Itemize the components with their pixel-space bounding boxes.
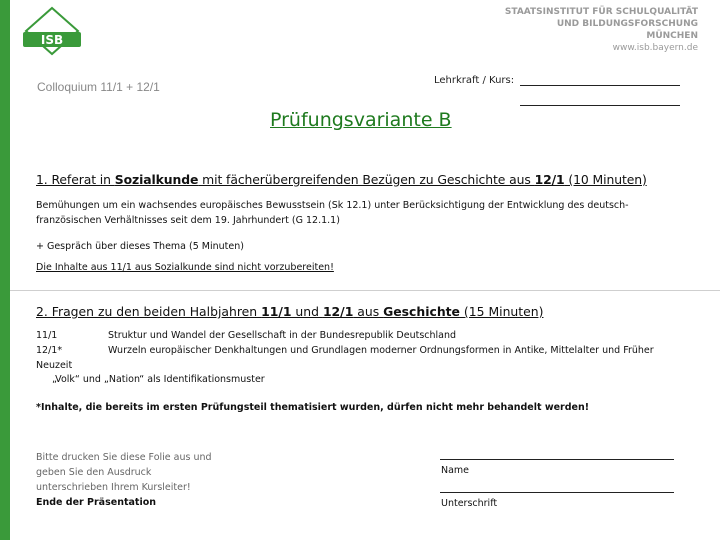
signature-label: Unterschrift: [441, 498, 498, 509]
section-1-description: Bemühungen um ein wachsendes europäisches Bewusstsein (Sk 12.1) unter Berücksichtigung der Entwicklung des deutsch-französischen Verhältnisses seit dem 19. Jahrhundert (G 12.1.1): [36, 200, 629, 226]
end-label: Ende der Präsentation: [36, 497, 156, 508]
course-line: [520, 105, 680, 106]
isb-logo: [20, 5, 84, 57]
section-divider: [10, 290, 720, 291]
colloquium-label: Colloquium 11/1 + 12/1: [37, 80, 160, 94]
print-line-2: geben Sie den Ausdruck: [36, 467, 152, 478]
institute-line-1: STAATSINSTITUT FÜR SCHULQUALITÄT: [504, 7, 698, 17]
signature-line: [440, 492, 674, 493]
teacher-course-label: Lehrkraft / Kurs:: [434, 75, 515, 86]
topic-term: 11/1: [36, 330, 58, 341]
left-accent-bar: [0, 0, 10, 540]
topic-term: 12/1*: [36, 345, 63, 356]
logo-text: ISB: [40, 33, 64, 47]
print-instructions: [36, 450, 226, 510]
variant-title: Prüfungsvariante B: [270, 109, 452, 131]
section-2-term-2: 12/1: [322, 304, 354, 319]
institute-url: www.isb.bayern.de: [612, 43, 698, 53]
section-1-term: 12/1: [534, 172, 565, 187]
section-2-term-1: 11/1: [261, 304, 292, 319]
institute-line-3: MÜNCHEN: [646, 31, 698, 41]
section-2-heading: 2. Fragen zu den beiden Halbjahren 11/1 und 12/1 aus Geschichte (15 Minuten): [36, 304, 544, 319]
print-line-3: unterschrieben Ihrem Kursleiter!: [36, 482, 191, 493]
print-line-1: Bitte drucken Sie diese Folie aus und: [36, 452, 212, 463]
topic-term: Neuzeit: [36, 360, 73, 371]
topic-extra: „Volk“ und „Nation“ als Identifikationsmuster: [52, 374, 265, 385]
section-2-subject: Geschichte: [383, 304, 460, 319]
topic-text: Wurzeln europäischer Denkhaltungen und Grundlagen moderner Ordnungsformen in Antike, Mittelalter und Früher: [108, 345, 654, 356]
institute-line-2: UND BILDUNGSFORSCHUNG: [556, 19, 698, 29]
topic-text: Struktur und Wandel der Gesellschaft in der Bundesrepublik Deutschland: [108, 330, 457, 341]
section-1-heading: 1. Referat in Sozialkunde mit fächerübergreifenden Bezügen zu Geschichte aus 12/1 (10 Minuten): [36, 172, 647, 187]
section-1-conversation: + Gespräch über dieses Thema (5 Minuten): [36, 241, 244, 252]
name-line: [440, 459, 674, 460]
teacher-line: [520, 85, 680, 86]
footnote: *Inhalte, die bereits im ersten Prüfungsteil thematisiert wurden, dürfen nicht mehr behandelt werden!: [36, 402, 590, 413]
section-1-subject: Sozialkunde: [114, 172, 199, 187]
institute-name: [505, 6, 698, 54]
name-label: Name: [441, 465, 470, 476]
section-1-notice: Die Inhalte aus 11/1 aus Sozialkunde sind nicht vorzubereiten!: [36, 262, 334, 273]
